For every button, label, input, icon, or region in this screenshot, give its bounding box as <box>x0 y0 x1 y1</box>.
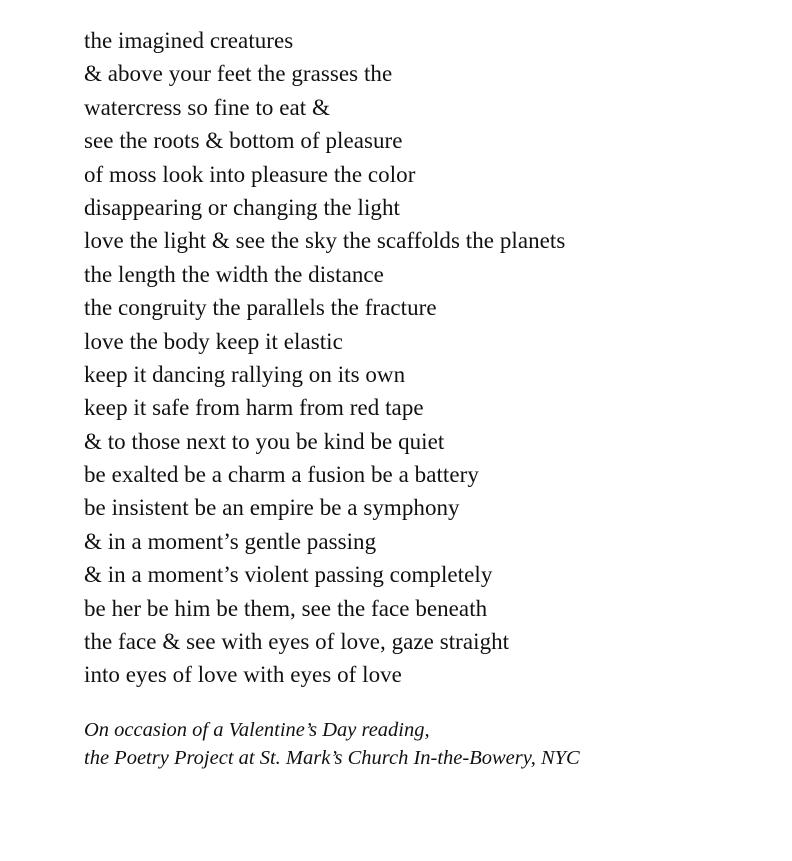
poem-line: be insistent be an empire be a symphony <box>84 495 460 521</box>
dedication-line: On occasion of a Valentine’s Day reading, <box>84 719 430 741</box>
poem-line: into eyes of love with eyes of love <box>84 662 402 688</box>
poem-text <box>84 24 565 692</box>
poem-line: the imagined creatures <box>84 28 294 53</box>
poem-line: keep it safe from harm from red tape <box>84 395 424 421</box>
poem-line: of moss look into pleasure the color <box>84 161 416 187</box>
poem-line: & in a moment’s violent passing completely <box>84 562 493 588</box>
poem-line: love the light & see the sky the scaffolds the planets <box>84 228 566 254</box>
poem-line: disappearing or changing the light <box>84 194 400 220</box>
poem-line: & in a moment’s gentle passing <box>84 528 377 554</box>
poem-line: the length the width the distance <box>84 261 384 287</box>
poem-line: see the roots & bottom of pleasure <box>84 128 403 154</box>
poem-line: & to those next to you be kind be quiet <box>84 428 445 454</box>
poem-line: keep it dancing rallying on its own <box>84 361 406 387</box>
dedication-line: the Poetry Project at St. Mark’s Church In-the-Bowery, NYC <box>84 747 580 769</box>
poem-line: the face & see with eyes of love, gaze straight <box>84 629 510 655</box>
poem-line: & above your feet the grasses the <box>84 61 393 87</box>
poem-line: be her be him be them, see the face beneath <box>84 595 488 621</box>
poem-line: be exalted be a charm a fusion be a battery <box>84 462 479 488</box>
poem-line: love the body keep it elastic <box>84 328 343 354</box>
poem-line: watercress so fine to eat & <box>84 94 330 120</box>
dedication-note <box>84 716 580 772</box>
poem-line: the congruity the parallels the fracture <box>84 295 437 321</box>
